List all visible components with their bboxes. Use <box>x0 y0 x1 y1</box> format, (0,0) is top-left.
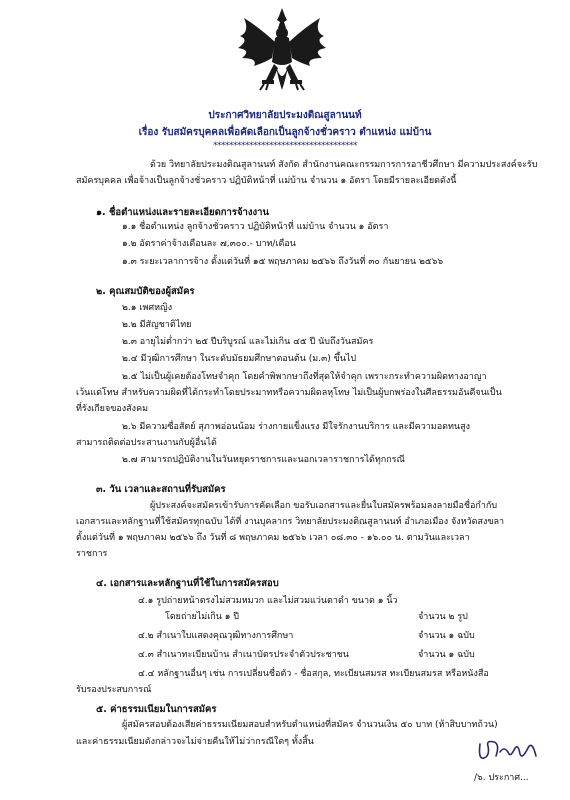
section-3-line-1: ผู้ประสงค์จะสมัครเข้ารับการคัดเลือก ขอรับเอกสารและยื่นใบสมัครพร้อมลงลายมือชื่อกำกับ <box>150 501 498 511</box>
section-2-item-5-line-2: เว้นแต่โทษ สำหรับความผิดที่ได้กระทำโดยประมาทหรือความผิดลหุโทษ ไม่เป็นผู้บกพร่องในศีลธรรมอันดีจนเป็น <box>76 388 502 398</box>
section-2-item-3: ๒.๓ อายุไม่ต่ำกว่า ๒๕ ปีบริบูรณ์ และไม่เกิน ๔๕ ปี นับถึงวันสมัคร <box>122 337 374 347</box>
section-4-item-4-line-1: ๔.๔ หลักฐานอื่นๆ เช่น การเปลี่ยนชื่อตัว - ชื่อสกุล, ทะเบียนสมรส ทะเบียนสมรส หรือหนังสือ <box>138 669 489 679</box>
section-5-line-1: ผู้สมัครสอบต้องเสียค่าธรรมเนียมสอบสำหรับตำแหน่งที่สมัคร จำนวนเงิน ๕๐ บาท (ห้าสิบบาทถ้วน) <box>122 720 498 730</box>
section-2-item-2: ๒.๒ มีสัญชาติไทย <box>122 320 192 330</box>
section-4-item-2-qty: จำนวน ๑ ฉบับ <box>418 631 475 641</box>
section-4-item-2: ๔.๒ สำเนาใบแสดงคุณวุฒิทางการศึกษา <box>138 631 294 641</box>
section-5-heading: ๕. ค่าธรรมเนียมในการสมัคร <box>96 704 217 715</box>
section-4-item-4-line-2: รับรองประสบการณ์ <box>76 685 152 695</box>
signature-mark <box>474 736 546 766</box>
section-5-line-2: และค่าธรรมเนียมดังกล่าวจะไม่จ่ายคืนให้ไม่ว่ากรณีใดๆ ทั้งสิ้น <box>76 737 314 747</box>
section-2-heading: ๒. คุณสมบัติของผู้สมัคร <box>96 286 195 297</box>
page-title: ประกาศวิทยาลัยประมงติณสูลานนท์ <box>208 110 362 121</box>
section-4-item-1-qty: จำนวน ๒ รูป <box>418 612 468 622</box>
section-4-heading: ๔. เอกสารและหลักฐานที่ใช้ในการสมัครสอบ <box>96 578 279 589</box>
section-3-heading: ๓. วัน เวลาและสถานที่รับสมัคร <box>96 484 226 495</box>
section-2-item-1: ๒.๑ เพศหญิง <box>122 303 173 313</box>
section-4-item-1-line-2: โดยถ่ายไม่เกิน ๑ ปี <box>165 612 240 622</box>
section-3-line-4: ราชการ <box>76 549 108 559</box>
page-subtitle: เรื่อง รับสมัครบุคคลเพื่อคัดเลือกเป็นลูกจ้างชั่วคราว ตำแหน่ง แม่บ้าน <box>138 127 432 138</box>
section-1-heading: ๑. ชื่อตำแหน่งและรายละเอียดการจ้างงาน <box>96 207 269 218</box>
section-4-item-1-line-1: ๔.๑ รูปถ่ายหน้าตรงไม่สวมหมวก และไม่สวมแว่นตาดำ ขนาด ๑ นิ้ว <box>138 596 398 606</box>
section-2-item-6-line-2: สามารถติดต่อประสานงานกับผู้อื่นได้ <box>76 438 217 448</box>
section-2-item-5-line-1: ๒.๕ ไม่เป็นผู้เคยต้องโทษจำคุก โดยคำพิพากษาถึงที่สุดให้จำคุก เพราะกระทำความผิดทางอาญา <box>122 372 487 382</box>
section-3-line-2: เอกสารและหลักฐานที่ใช้สมัครทุกฉบับ ได้ที่ งานบุคลากร วิทยาลัยประมงติณสูลานนท์ อำเภอเมือง จังหวัดสงขลา <box>76 517 505 527</box>
intro-line-1: ด้วย วิทยาลัยประมงติณสูลานนท์ สังกัด สำนักงานคณะกรรมการการอาชีวศึกษา มีความประสงค์จะรับ <box>150 160 538 170</box>
title-divider: ************************************ <box>213 141 357 151</box>
section-2-item-4: ๒.๔ มีวุฒิการศึกษา ในระดับมัธยมศึกษาตอนต้น (ม.๓) ขึ้นไป <box>122 354 357 364</box>
section-1-item-1: ๑.๑ ชื่อตำแหน่ง ลูกจ้างชั่วคราว ปฏิบัติหน้าที่ แม่บ้าน จำนวน ๑ อัตรา <box>122 222 389 232</box>
section-2-item-7: ๒.๗ สามารถปฏิบัติงานในวันหยุดราชการและนอกเวลาราชการได้ทุกกรณี <box>122 455 405 465</box>
section-1-item-3: ๑.๓ ระยะเวลาการจ้าง ตั้งแต่วันที่ ๑๕ พฤษภาคม ๒๕๖๖ ถึงวันที่ ๓๐ กันยายน ๒๕๖๖ <box>122 257 444 267</box>
intro-line-2: สมัครบุคคล เพื่อจ้างเป็นลูกจ้างชั่วคราว ปฏิบัติหน้าที่ แม่บ้าน จำนวน ๑ อัตรา โดยมีรายละเอียดดังนี้ <box>76 176 457 186</box>
section-4-item-3-qty: จำนวน ๑ ฉบับ <box>418 650 475 660</box>
section-3-line-3: ตั้งแต่วันที่ ๑ พฤษภาคม ๒๕๖๖ ถึง วันที่ ๘ พฤษภาคม ๒๕๖๖ เวลา ๐๘.๓๐ - ๑๖.๐๐ น. ตามวันและเวลา <box>76 533 470 543</box>
garuda-emblem-icon <box>230 6 334 104</box>
section-1-item-2: ๑.๒ อัตราค่าจ้างเดือนละ ๗,๓๐๐.- บาท/เดือน <box>122 239 296 249</box>
section-2-item-6-line-1: ๒.๖ มีความซื่อสัตย์ สุภาพอ่อนน้อม ร่างกายแข็งแรง มีใจรักงานบริการ และมีความอดทนสูง <box>122 422 470 432</box>
section-2-item-5-line-3: ที่รังเกียจของสังคม <box>76 404 149 414</box>
continuation-note: /๖. ประกาศ... <box>474 773 529 783</box>
section-4-item-3: ๔.๓ สำเนาทะเบียนบ้าน สำเนาบัตรประจำตัวประชาชน <box>138 650 349 660</box>
